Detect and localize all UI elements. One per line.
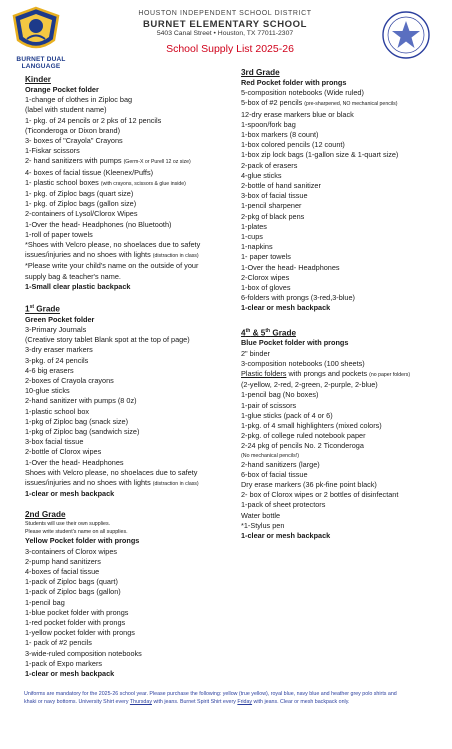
third-grade-item: 1-box of gloves: [241, 283, 291, 293]
first-grade-item: 2-hand sanitizer with pumps (8 0z): [25, 396, 137, 406]
second-grade-item: 1-blue pocket folder with prongs: [25, 607, 129, 617]
third-grade-item: 1-Over the head- Headphones: [241, 262, 340, 272]
district-name: HOUSTON INDEPENDENT SCHOOL DISTRICT: [138, 10, 312, 17]
kinder-item: 1- pkg. of Ziploc bags (quart size): [25, 189, 134, 199]
fourth-fifth-item: Dry erase markers (36 pk-fine point black): [241, 480, 377, 490]
school-name: BURNET ELEMENTARY SCHOOL: [142, 19, 308, 30]
second-grade-title: 2nd Grade: [25, 510, 66, 520]
first-grade-item: 3-dry eraser markers: [25, 345, 93, 355]
fourth-fifth-item: 2-24 pkg of pencils No. 2 Ticonderoga: [241, 441, 364, 451]
kinder-item: 2- hand sanitizers with pumps (Germ-X or Purell 12 oz size): [25, 156, 191, 166]
fourth-fifth-item: 2" binder: [241, 348, 270, 358]
first-grade-backpack: 1-clear or mesh backpack: [25, 489, 115, 499]
third-grade-title: 3rd Grade: [241, 68, 280, 77]
page-title: School Supply List 2025-26: [166, 43, 294, 55]
footer-line: Uniforms are mandatory for the 2025-26 school year. Please purchase the following: yellow (true yellow), royal blue, navy blue and heather grey polo shirts and: [24, 691, 397, 697]
third-grade-item: 1-pencil sharpener: [241, 201, 302, 211]
fourth-fifth-item: 2-pkg. of college ruled notebook paper: [241, 431, 366, 441]
third-grade-item: 2-pkg of black pens: [241, 211, 305, 221]
second-grade-item: 3-containers of Clorox wipes: [25, 546, 118, 556]
third-grade-item: 3-box of facial tissue: [241, 191, 308, 201]
footer-line: khaki or navy bottoms. University Shirt every Thursday with jeans. Burnet Spirit Shirt every Friday with jeans. Clear or mesh backpack only.: [24, 699, 350, 706]
fourth-fifth-item: Water bottle: [241, 510, 281, 520]
second-grade-item: 3-wide-ruled composition notebooks: [25, 648, 142, 658]
district-seal-icon: [381, 10, 431, 60]
third-grade-item: 2-pack of erasers: [241, 160, 298, 170]
kinder-item: 3- boxes of "Crayola" Crayons: [25, 136, 123, 146]
second-grade-folder: Yellow Pocket folder with prongs: [25, 536, 140, 546]
first-grade-folder: Green Pocket folder: [25, 314, 95, 324]
third-grade-item: 6-folders with prongs (3-red,3-blue): [241, 293, 355, 303]
fourth-fifth-grade-title: 4th & 5th Grade: [241, 327, 297, 338]
second-grade-item: 1-pack of Expo markers: [25, 658, 103, 668]
fourth-fifth-item: 1-pkg. of 4 small highlighters (mixed colors): [241, 421, 382, 431]
first-grade-item: 3-box facial tissue: [25, 437, 84, 447]
fourth-fifth-item: 1-pair of scissors: [241, 400, 297, 410]
second-grade-item: 4-boxes of facial tissue: [25, 567, 100, 577]
first-grade-item: 3-pkg. of 24 pencils: [25, 355, 89, 365]
fourth-fifth-item: 3-composition notebooks (100 sheets): [241, 358, 365, 368]
fourth-fifth-item: 6-box of facial tissue: [241, 469, 308, 479]
logo-caption: BURNET DUAL LANGUAGE: [16, 56, 66, 70]
right-column: [241, 67, 446, 541]
third-grade-item: 1-plates: [241, 221, 267, 231]
kinder-item: *Shoes with Velcro please, no shoelaces due to safety: [25, 240, 201, 250]
kinder-item: 1- pkg. of Ziploc bags (gallon size): [25, 199, 137, 209]
kinder-item: 1-Over the head- Headphones (no Bluetooth): [25, 219, 172, 229]
kinder-item: *Please write your child's name on the outside of your: [25, 261, 199, 271]
kinder-item: (label with student name): [25, 105, 107, 115]
third-grade-item: 1-cups: [241, 232, 263, 242]
kinder-folder: Orange Pocket folder: [25, 85, 99, 94]
first-grade-item: 1-pkg of Ziploc bag (sandwich size): [25, 427, 140, 437]
kinder-item: issues/injuries and no shoes with lights (distraction in class): [25, 250, 199, 260]
third-grade-item: 1-box colored pencils (12 count): [241, 140, 345, 150]
fourth-fifth-item: 1-pack of sheet protectors: [241, 500, 326, 510]
school-address: 5403 Canal Street • Houston, TX 77011-2307: [156, 30, 294, 37]
first-grade-item: Shoes with Velcro please, no shoelaces due to safety: [25, 467, 198, 477]
third-grade-item: 2-bottle of hand sanitizer: [241, 181, 321, 191]
second-grade-item: 2-pump hand sanitizers: [25, 556, 101, 566]
first-grade-item: 1-Over the head- Headphones: [25, 457, 124, 467]
fourth-fifth-note: (No mechanical pencils!): [241, 452, 299, 459]
third-grade-item: 1-napkins: [241, 242, 273, 252]
kinder-item: 1-Fiskar scissors: [25, 146, 80, 156]
third-grade-item: 1-box zip lock bags (1-gallon size & 1-quart size): [241, 150, 399, 160]
first-grade-item: issues/injuries and no shoes with lights (distraction in class): [25, 478, 199, 488]
first-grade-item: 2-boxes of Crayola crayons: [25, 376, 114, 386]
third-grade-item: 12-dry erase markers blue or black: [241, 109, 354, 119]
first-grade-item: 4-6 big erasers: [25, 365, 74, 375]
fourth-fifth-item: 2-hand sanitizers (large): [241, 459, 320, 469]
third-grade-folder: Red Pocket folder with prongs: [241, 78, 347, 87]
kinder-item: 2-containers of Lysol/Clorox Wipes: [25, 209, 138, 219]
kinder-item: supply bag & teacher's name.: [25, 271, 121, 281]
school-logo-icon: [10, 6, 62, 54]
first-grade-item: 2-bottle of Clorox wipes: [25, 447, 102, 457]
kinder-item: 4- boxes of facial tissue (Kleenex/Puffs): [25, 167, 154, 177]
fourth-fifth-backpack: 1-clear or mesh backpack: [241, 531, 331, 541]
fourth-fifth-item: (2-yellow, 2-red, 2-green, 2-purple, 2-blue): [241, 380, 378, 390]
uniform-footer: [24, 690, 428, 706]
third-grade-backpack: 1-clear or mesh backpack: [241, 303, 331, 313]
third-grade-item: 1-box markers (8 count): [241, 130, 319, 140]
third-grade-item: 5-composition notebooks (Wide ruled): [241, 88, 364, 98]
fourth-fifth-item: 1-pencil bag (No boxes): [241, 390, 319, 400]
third-grade-item: 4-glue sticks: [241, 170, 282, 180]
kinder-title: Kinder: [25, 75, 51, 84]
second-grade-item: 1- pack of #2 pencils: [25, 638, 92, 648]
first-grade-item: 1-pkg of Ziploc bag (snack size): [25, 416, 129, 426]
second-grade-note: Please write student's name on all supplies.: [25, 529, 128, 536]
second-grade-item: 1-red pocket folder with prongs: [25, 618, 126, 628]
fourth-fifth-item: 1-glue sticks (pack of 4 or 6): [241, 410, 333, 420]
fourth-fifth-item: Plastic folders with prongs and pockets (no paper folders): [241, 369, 411, 379]
second-grade-item: 1-pack of Ziploc bags (quart): [25, 577, 118, 587]
kinder-item: 1-change of clothes in Ziploc bag: [25, 95, 133, 105]
kinder-item: 1- pkg. of 24 pencils or 2 pks of 12 pencils: [25, 115, 162, 125]
first-grade-title: 1st Grade: [25, 304, 60, 314]
kinder-item: 1- plastic school boxes (with crayons, scissors & glue inside): [25, 177, 186, 187]
second-grade-item: 1-pencil bag: [25, 597, 65, 607]
header: [0, 0, 452, 72]
first-grade-item: (Creative story tablet Blank spot at the top of page): [25, 335, 190, 345]
first-grade-item: 10-glue sticks: [25, 386, 70, 396]
third-grade-item: 1-spoon/fork bag: [241, 119, 296, 129]
third-grade-item: 1- paper towels: [241, 252, 291, 262]
first-grade-item: 1-plastic school box: [25, 406, 90, 416]
kinder-item: (Ticonderoga or Dixon brand): [25, 125, 121, 135]
second-grade-note: Students will use their own supplies.: [25, 521, 111, 528]
fourth-fifth-folder: Blue Pocket folder with prongs: [241, 338, 349, 348]
second-grade-backpack: 1-clear or mesh backpack: [25, 669, 115, 679]
left-column: [25, 74, 235, 679]
first-grade-item: 3-Primary Journals: [25, 325, 87, 334]
fourth-fifth-item: 2- box of Clorox wipes or 2 bottles of disinfectant: [241, 490, 399, 500]
second-grade-item: 1-pack of Ziploc bags (gallon): [25, 587, 121, 597]
kinder-backpack: 1-Small clear plastic backpack: [25, 281, 131, 291]
kinder-item: 1-roll of paper towels: [25, 229, 93, 239]
third-grade-item: 2-Clorox wipes: [241, 272, 290, 282]
third-grade-item: 5-box of #2 pencils (pre-sharpened, NO mechanical pencils): [241, 98, 398, 108]
fourth-fifth-item: *1-Stylus pen: [241, 520, 285, 530]
second-grade-item: 1-yellow pocket folder with prongs: [25, 628, 135, 638]
